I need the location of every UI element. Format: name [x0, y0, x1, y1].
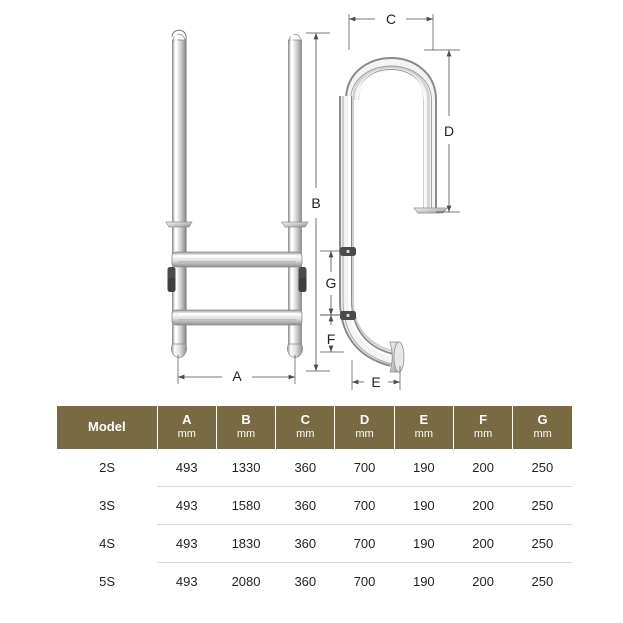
cell-model: 2S [57, 449, 157, 487]
column-header-model [57, 406, 157, 449]
column-header-c-label: C [300, 412, 310, 427]
cell-a: 493 [157, 525, 216, 563]
cell-g: 250 [513, 563, 572, 601]
cell-c: 360 [276, 525, 335, 563]
dimension-A-front [178, 355, 295, 384]
column-header-g [513, 406, 572, 449]
column-header-e-label: E [419, 412, 429, 427]
side-view-ladder [340, 64, 447, 372]
cell-c: 360 [276, 487, 335, 525]
cell-e: 190 [394, 487, 453, 525]
ladder-step [172, 310, 302, 325]
cell-f: 200 [453, 563, 512, 601]
column-header-b-label: B [241, 412, 251, 427]
dimension-C [349, 11, 433, 50]
table-row [57, 449, 572, 487]
front-view-ladder [166, 30, 308, 357]
cell-f: 200 [453, 449, 512, 487]
cell-f: 200 [453, 525, 512, 563]
cell-c: 360 [276, 563, 335, 601]
cell-model: 5S [57, 563, 157, 601]
cell-g: 250 [513, 525, 572, 563]
dimension-label-G: G [325, 275, 337, 291]
cell-f: 200 [453, 487, 512, 525]
cell-d: 700 [335, 563, 394, 601]
dimension-label-D: D [443, 123, 455, 139]
table-row [57, 563, 572, 601]
column-header-d-unit: mm [355, 428, 374, 441]
column-header-f [453, 406, 512, 449]
column-header-g-unit: mm [533, 428, 552, 441]
specification-table [57, 406, 572, 600]
column-header-d-label: D [359, 412, 370, 427]
column-header-a-unit: mm [177, 428, 196, 441]
table-header-row [57, 406, 572, 449]
ladder-step [172, 252, 302, 267]
cell-g: 250 [513, 449, 572, 487]
dimension-label-A: A [232, 368, 242, 384]
cell-b: 2080 [216, 563, 275, 601]
dimension-label-B: B [311, 195, 321, 211]
column-header-a-label: A [182, 412, 192, 427]
table-row [57, 487, 572, 525]
cell-b: 1830 [216, 525, 275, 563]
cell-model: 3S [57, 487, 157, 525]
cell-model: 4S [57, 525, 157, 563]
table-row [57, 525, 572, 563]
dimension-B [306, 33, 330, 371]
cell-b: 1580 [216, 487, 275, 525]
dimension-label-C: C [385, 11, 397, 27]
column-header-b-unit: mm [236, 428, 256, 441]
cell-c: 360 [276, 449, 335, 487]
cell-e: 190 [394, 563, 453, 601]
column-header-e-unit: mm [414, 428, 433, 441]
column-header-c [276, 406, 335, 449]
column-header-g-label: G [537, 412, 548, 427]
dimension-label-F: F [326, 331, 336, 347]
cell-d: 700 [335, 449, 394, 487]
column-header-c-unit: mm [296, 428, 315, 441]
cell-a: 493 [157, 487, 216, 525]
cell-d: 700 [335, 487, 394, 525]
dimension-F [320, 315, 344, 352]
cell-e: 190 [394, 525, 453, 563]
column-header-f-unit: mm [473, 428, 493, 441]
cell-g: 250 [513, 487, 572, 525]
column-header-f-label: F [479, 412, 488, 427]
column-header-d [335, 406, 394, 449]
specification-table-wrapper [57, 406, 572, 600]
column-header-e [394, 406, 453, 449]
column-header-model-label: Model [88, 418, 126, 434]
cell-a: 493 [157, 449, 216, 487]
column-header-b [216, 406, 275, 449]
cell-a: 493 [157, 563, 216, 601]
cell-b: 1330 [216, 449, 275, 487]
dimension-label-E: E [371, 374, 381, 390]
cell-d: 700 [335, 525, 394, 563]
column-header-a [157, 406, 216, 449]
cell-e: 190 [394, 449, 453, 487]
